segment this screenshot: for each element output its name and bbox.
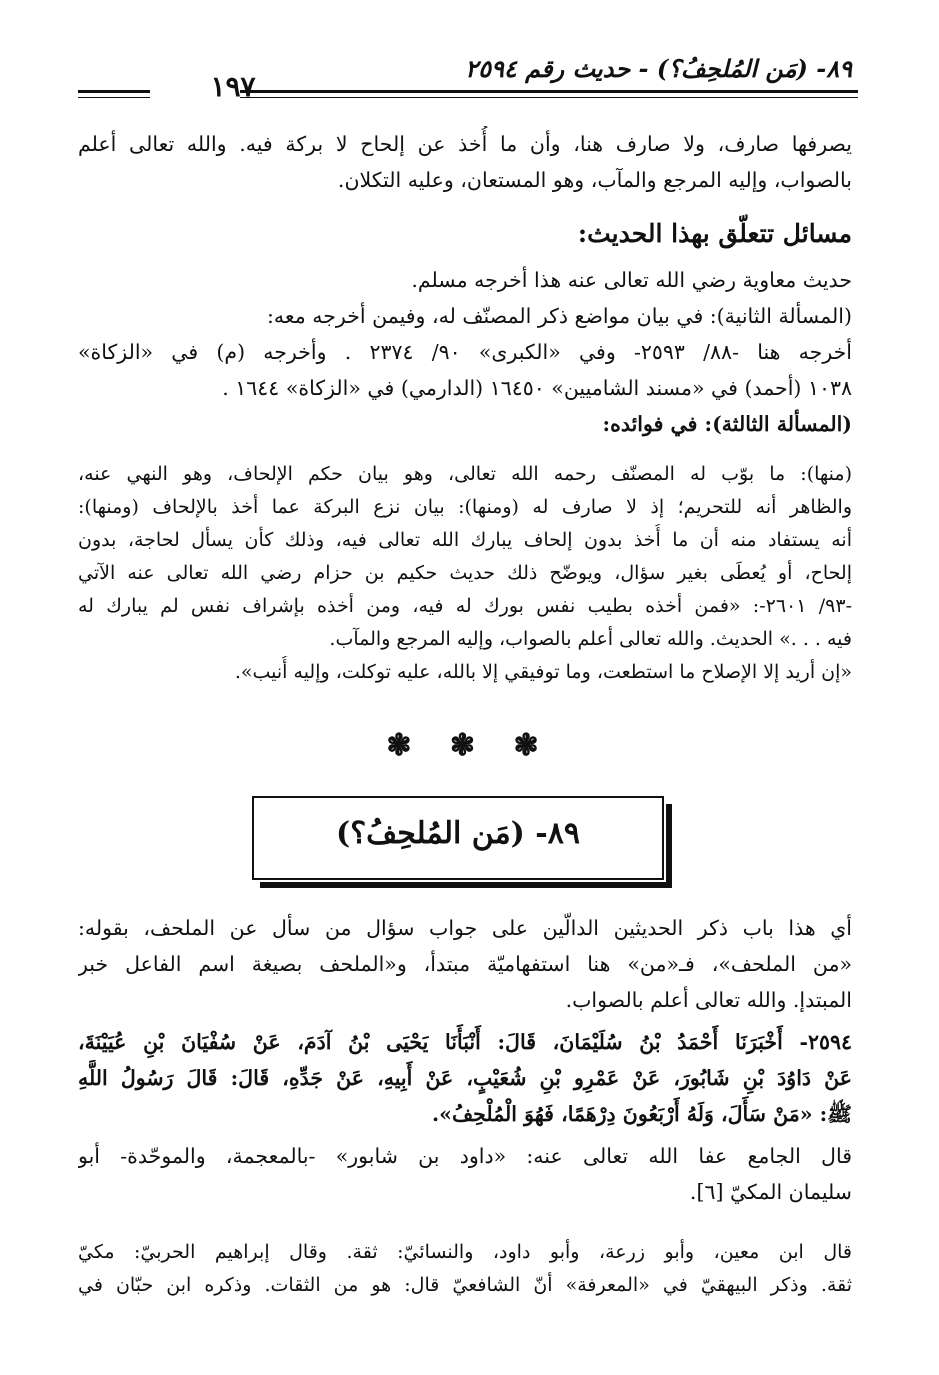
text-line: ﷺ: «مَنْ سَأَلَ، وَلَهُ أَرْبَعُونَ دِرْهَمًا، فَهُوَ الْمُلْحِفُ». bbox=[432, 1102, 852, 1126]
text-line: أخرجه هنا -٨٨/ ٢٥٩٣- وفي «الكبرى» ٩٠/ ٢٣٧٤ . وأخرجه (م) في «الزكاة» bbox=[78, 340, 852, 364]
text-line: (منها): ما بوّب له المصنّف رحمه الله تعالى، وهو بيان حكم الإلحاف، وهو النهي عنه، bbox=[78, 463, 852, 485]
text-line: «إن أريد إلا الإصلاح ما استطعت، وما توفيقي إلا بالله، عليه توكلت، وإليه أُنيب». bbox=[234, 661, 852, 683]
page-number-rule-top bbox=[78, 90, 150, 93]
text-line: يصرفها صارف، ولا صارف هنا، وأن ما أُخذ عن إلحاح لا بركة فيه. والله تعالى أعلم bbox=[78, 132, 852, 156]
text-line: (المسألة الثانية): في بيان مواضع ذكر المصنّف له، وفيمن أخرجه معه: bbox=[266, 304, 852, 328]
text-line: فيه . . .» الحديث. والله تعالى أعلم بالصواب، وإليه المرجع والمآب. bbox=[329, 628, 852, 650]
text-line: -٩٣/ ٢٦٠١-: «فمن أخذه بطيب نفس بورك له فيه، ومن أخذه بإشراف نفس لم يبارك له bbox=[78, 595, 852, 617]
text-line: والظاهر أنه للتحريم؛ إذ لا صارف له (ومنها): بيان نزع البركة عما أخذ بالإلحاف (ومنها): bbox=[78, 496, 852, 518]
text-line: ٢٥٩٤- أَخْبَرَنَا أَحْمَدُ بْنُ سُلَيْمَانَ، قَالَ: أَنْبَأَنَا يَحْيَى بْنُ آدَمَ، عَنْ سُفْيَانَ بْنِ عُيَيْنَةَ، bbox=[78, 1030, 852, 1054]
text-line: أي هذا باب ذكر الحديثين الدالّين على جواب سؤال من سأل عن الملحف، بقوله: bbox=[78, 916, 852, 940]
running-header bbox=[70, 48, 862, 108]
text-line: «من الملحف»، فـ«من» هنا استفهاميّة مبتدأ، و«الملحف بصيغة اسم الفاعل خبر bbox=[78, 952, 852, 976]
text-line: المبتدإ. والله تعالى أعلم بالصواب. bbox=[565, 988, 852, 1012]
text-line: إلحاح، أو يُعطَى بغير سؤال، ويوضّح ذلك حديث حكيم بن حزام رضي الله تعالى عنه الآتي bbox=[78, 562, 852, 584]
hadith-text bbox=[78, 1024, 852, 1132]
benefits-body bbox=[78, 458, 852, 689]
text-line: سليمان المكيّ [٦]. bbox=[689, 1180, 852, 1204]
text-line: ١٠٣٨ (أحمد) في «مسند الشاميين» ١٦٤٥٠ (الدارمي) في «الزكاة» ١٦٤٤ . bbox=[222, 376, 852, 400]
text-line: بالصواب، وإليه المرجع والمآب، وهو المستعان، وعليه التكلان. bbox=[337, 168, 852, 192]
continuation-paragraph bbox=[78, 126, 852, 198]
chapter-title: ٨٩- (مَن المُلحِفُ؟) bbox=[336, 816, 580, 851]
section-divider: ❃ ❃ ❃ bbox=[386, 728, 553, 763]
header-rule-bottom bbox=[240, 97, 858, 98]
issues-body bbox=[78, 262, 852, 442]
text-line: ثقة. وذكر البيهقيّ في «المعرفة» أنّ الشافعيّ قال: هو من الثقات. وذكره ابن حبّان في bbox=[78, 1274, 852, 1296]
text-line: قال ابن معين، وأبو زرعة، وأبو داود، والنسائيّ: ثقة. وقال إبراهيم الحربيّ: مكيّ bbox=[78, 1241, 852, 1263]
chapter-intro bbox=[78, 910, 852, 1018]
header-title: ٨٩- (مَن المُلحِفُ؟) - حديث رقم ٢٥٩٤ bbox=[465, 54, 852, 83]
text-line: قال الجامع عفا الله تعالى عنه: «داود بن شابور» -بالمعجمة، والموحّدة- أبو bbox=[78, 1144, 852, 1168]
text-line: أنه يستفاد منه أن ما أُخذ بدون إلحاف يبارك الله تعالى فيه، وذلك كأن يسأل لحاجة، بدون bbox=[78, 529, 852, 551]
commentary bbox=[78, 1138, 852, 1210]
issues-section bbox=[78, 212, 852, 256]
section-heading: مسائل تتعلّق بهذا الحديث: bbox=[577, 219, 852, 248]
header-rule-top bbox=[240, 90, 858, 93]
third-issue-heading: (المسألة الثالثة): في فوائده: bbox=[602, 412, 852, 436]
commentary-notes bbox=[78, 1236, 852, 1302]
chapter-title-box bbox=[252, 796, 664, 880]
text-line: عَنْ دَاوُدَ بْنِ شَابُورَ، عَنْ عَمْرِو بْنِ شُعَيْبٍ، عَنْ أَبِيهِ، عَنْ جَدِّهِ، قَالَ: قَالَ رَسُولُ اللَّهِ bbox=[78, 1066, 852, 1090]
page-number-rule-bottom bbox=[78, 97, 150, 98]
page-number: ١٩٧ bbox=[210, 70, 256, 103]
text-line: حديث معاوية رضي الله تعالى عنه هذا أخرجه مسلم. bbox=[411, 268, 852, 292]
